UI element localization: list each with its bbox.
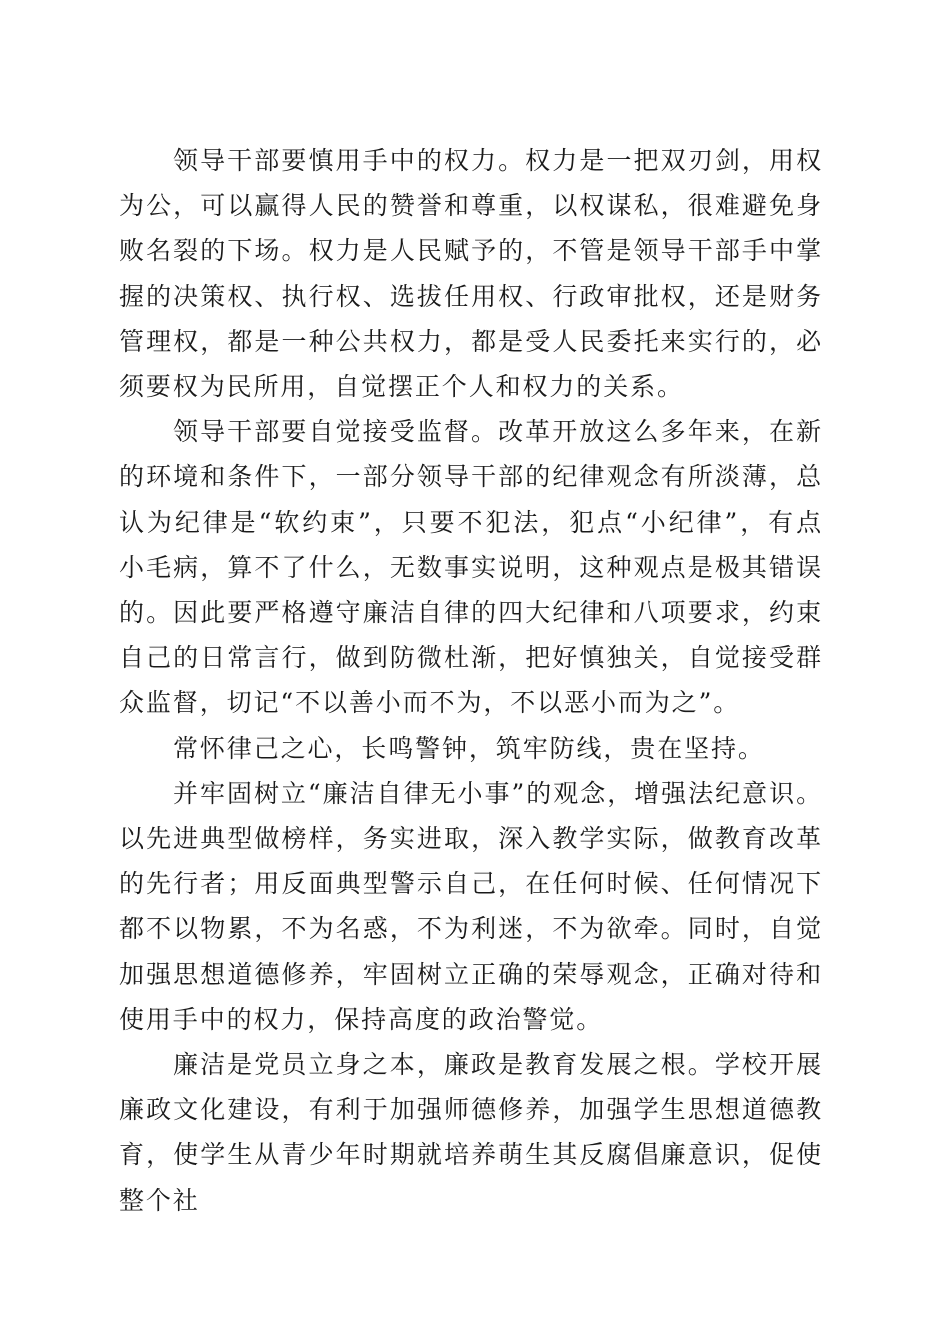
paragraph-supervision: 领导干部要自觉接受监督。改革开放这么多年来，在新的环境和条件下，一部分领导干部的纪律观念有所淡薄，总认为纪律是“软约束”，只要不犯法，犯点“小纪律”，有点小毛病，算不了什么，无数事实说明，这种观点是极其错误的。因此要严格遵守廉洁自律的四大纪律和八项要求，约束自己的日常言行，做到防微杜渐，把好慎独关，自觉接受群众监督，切记“不以善小而不为，不以恶小而为之”。 [119, 417, 823, 718]
paragraph-school-culture: 廉洁是党员立身之本，廉政是教育发展之根。学校开展廉政文化建设，有利于加强师德修养，加强学生思想道德教育，使学生从青少年时期就培养萌生其反腐倡廉意识，促使整个社 [119, 1050, 823, 1215]
paragraph-power: 领导干部要慎用手中的权力。权力是一把双刃剑，用权为公，可以赢得人民的赞誉和尊重，以权谋私，很难避免身败名裂的下场。权力是人民赋予的，不管是领导干部手中掌握的决策权、执行权、选拔任用权、行政审批权，还是财务管理权，都是一种公共权力，都是受人民委托来实行的，必须要权为民所用，自觉摆正个人和权力的关系。 [119, 146, 823, 402]
paragraph-self-discipline: 常怀律己之心，长鸣警钟，筑牢防线，贵在坚持。 [173, 733, 765, 763]
paragraph-integrity-concept: 并牢固树立“廉洁自律无小事”的观念，增强法纪意识。以先进典型做榜样，务实进取，深入教学实际，做教育改革的先行者；用反面典型警示自己，在任何时候、任何情况下都不以物累，不为名惑，不为利迷，不为欲牵。同时，自觉加强思想道德修养，牢固树立正确的荣辱观念，正确对待和使用手中的权力，保持高度的政治警觉。 [119, 778, 823, 1034]
document-body [119, 138, 823, 1223]
